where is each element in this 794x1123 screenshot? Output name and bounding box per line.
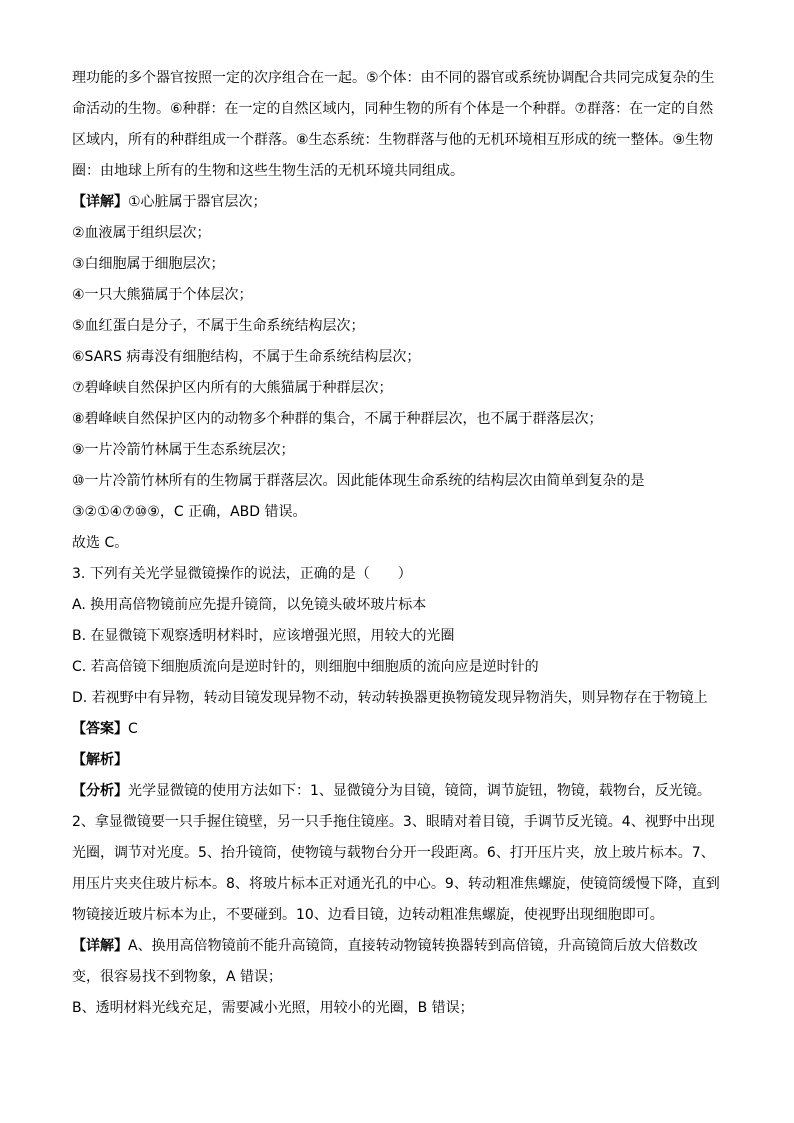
text-line: 命活动的生物。⑥种群：在一定的自然区域内，同种生物的所有个体是一个种群。⑦群落：在一定的自然 (72, 101, 714, 117)
option-a: A. 换用高倍物镜前应先提升镜筒，以免镜头破坏玻片标本 (72, 597, 427, 613)
text-line: ⑨一片冷箭竹林属于生态系统层次； (72, 442, 295, 458)
answer-label: 【答案】 (72, 721, 128, 737)
text-line: 用压片夹夹住玻片标本。8、将玻片标本正对通光孔的中心。9、转动粗准焦螺旋，使镜筒缓慢下降，直到 (72, 876, 720, 892)
section-label: 【详解】 (72, 194, 128, 210)
document-page (72, 63, 732, 1024)
text-line: 圈：由地球上所有的生物和这些生物生活的无机环境共同组成。 (72, 163, 464, 179)
option-d: D. 若视野中有异物，转动目镜发现异物不动，转动转换器更换物镜发现异物消失，则异物存在于物镜上 (72, 690, 708, 706)
text-line: ⑩一片冷箭竹林所有的生物属于群落层次。因此能体现生命系统的结构层次由简单到复杂的是 (72, 473, 645, 489)
option-b: B. 在显微镜下观察透明材料时，应该增强光照，用较大的光圈 (72, 628, 455, 644)
text-line: 故选 C。 (72, 535, 129, 551)
answer-value: C (128, 721, 138, 737)
text-line: ⑧碧峰峡自然保护区内的动物多个种群的集合，不属于种群层次，也不属于群落层次； (72, 411, 603, 427)
question-stem: 3. 下列有关光学显微镜操作的说法，正确的是（ ） (72, 566, 412, 582)
text-line: ③白细胞属于细胞层次； (72, 256, 225, 272)
text-line: 区域内，所有的种群组成一个群落。⑧生态系统：生物群落与他的无机环境相互形成的统一整体。⑨生物 (72, 132, 714, 148)
analysis-label: 【解析】 (72, 752, 128, 768)
text-line: ⑦碧峰峡自然保护区内所有的大熊猫属于种群层次； (72, 380, 393, 396)
text-line: ⑥SARS 病毒没有细胞结构，不属于生命系统结构层次； (72, 349, 421, 365)
text-line: B、透明材料光线充足，需要减小光照，用较小的光圈，B 错误； (72, 1000, 474, 1016)
text-line: 物镜接近玻片标本为止，不要碰到。10、边看目镜，边转动粗准焦螺旋，使视野出现细胞即可。 (72, 907, 664, 923)
answer-line (72, 714, 732, 745)
text-line: 光圈，调节对光度。5、抬升镜筒，使物镜与载物台分开一段距离。6、打开压片夹，放上玻片标本。7、 (72, 845, 715, 861)
text-line: 变，很容易找不到物象，A 错误； (72, 969, 283, 985)
analysis-heading-line (72, 745, 732, 776)
text-line: 理功能的多个器官按照一定的次序组合在一起。⑤个体：由不同的器官或系统协调配合共同完成复杂的生 (72, 70, 715, 86)
analysis-line: 【分析】光学显微镜的使用方法如下：1、显微镜分为目镜，镜筒，调节旋钮，物镜，载物台，反光镜。 (72, 783, 711, 799)
text-line: ②血液属于组织层次； (72, 225, 211, 241)
detail-heading-line: 【详解】①心脏属于器官层次； (72, 194, 267, 210)
text-line: ⑤血红蛋白是分子，不属于生命系统结构层次； (72, 318, 365, 334)
text-line: 2、拿显微镜要一只手握住镜壁，另一只手拖住镜座。3、眼睛对着目镜，手调节反光镜。4、视野中出现 (72, 814, 715, 830)
section-label: 【分析】 (72, 783, 128, 799)
option-c: C. 若高倍镜下细胞质流向是逆时针的，则细胞中细胞质的流向应是逆时针的 (72, 659, 539, 675)
text-line: ④一只大熊猫属于个体层次； (72, 287, 253, 303)
section-label: 【详解】 (72, 938, 128, 954)
text-line: ③②①④⑦⑩⑨，C 正确，ABD 错误。 (72, 504, 307, 520)
detail-line: 【详解】A、换用高倍物镜前不能升高镜筒，直接转动物镜转换器转到高倍镜，升高镜筒后放大倍数改 (72, 938, 698, 954)
